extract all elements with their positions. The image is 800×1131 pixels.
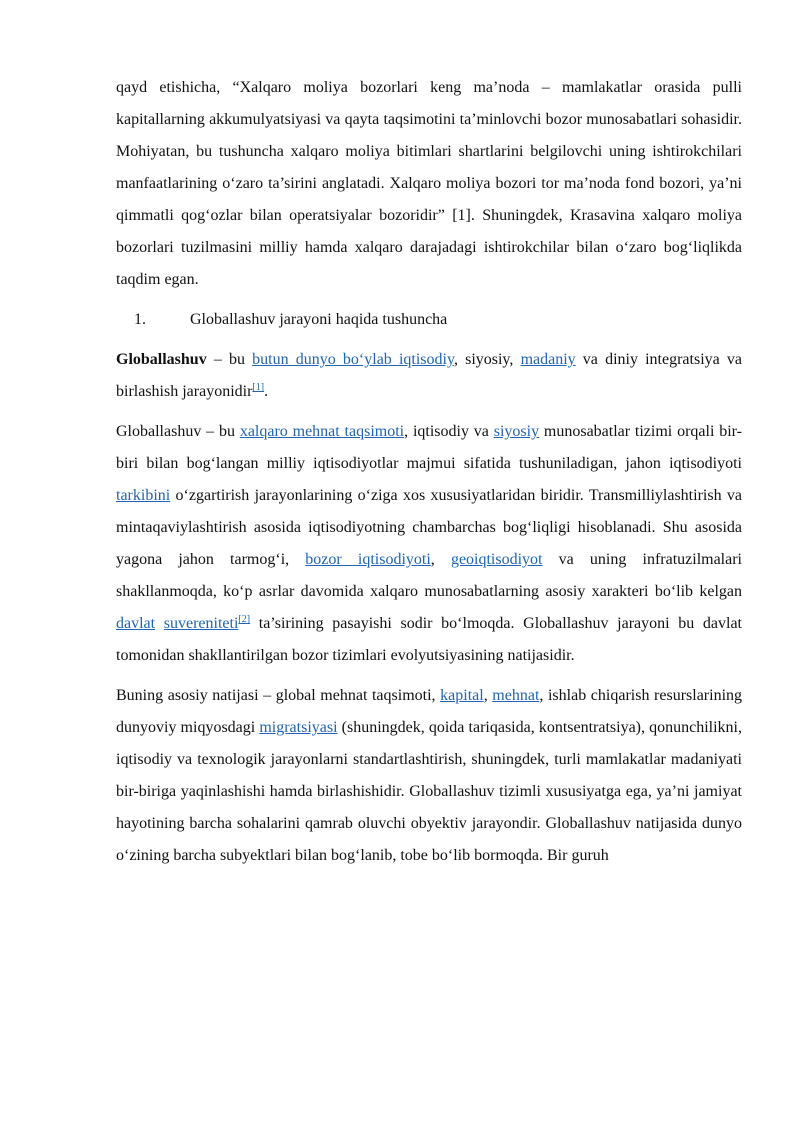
paragraph-natija [116,680,742,872]
text-run: Globallashuv – bu [116,423,240,440]
link-davlat[interactable]: davlat [116,615,156,632]
link-xalqaro-mehnat-taqsimoti[interactable]: xalqaro mehnat taqsimoti [239,423,405,440]
footnote-ref-1[interactable]: [1] [252,382,265,393]
text-run: Buning asosiy natijasi – global mehnat taqsimoti, [116,687,441,704]
paragraph-definition [116,344,742,408]
text-run: va uning infratuzilmalari shakllanmoqda, ko‘p asrlar davomida xalqaro munosabatlarning asosiy xarakteri bo‘lib kelgan [116,551,743,600]
link-kapital[interactable]: kapital [440,687,484,704]
section-title: Globallashuv jarayoni haqida tushuncha [190,311,448,328]
link-butun-dunyo[interactable]: butun dunyo bo‘ylab iqtisodiy [252,351,454,368]
text-run: , ishlab chiqarish resurslarining dunyoviy miqyosdagi [116,687,743,736]
link-bozor-iqtisodiyoti[interactable]: bozor iqtisodiyoti [305,551,431,568]
link-geoiqtisodiyot[interactable]: geoiqtisodiyot [450,551,543,568]
link-madaniy[interactable]: madaniy [520,351,576,368]
document-page [116,72,742,880]
text-run: ta’sirining pasayishi sodir bo‘lmoqda. Globallashuv jarayoni bu davlat tomonidan shakllantirilgan bozor tizimlari evolyutsiyasining natijasidir. [116,615,742,664]
link-siyosiy[interactable]: siyosiy [493,423,540,440]
text-run: munosabatlar tizimi orqali bir-biri bilan bog‘langan milliy iqtisodiyotlar majmui sifatida tushuniladigan, jahon iqtisodiyoti [116,423,743,472]
paragraph-text: qayd etishicha, “Xalqaro moliya bozorlari keng ma’noda – mamlakatlar orasida pulli kapitallarning akkumulyatsiyasi va qayta taqsimotini ta’minlovchi bozor munosabatlari sohasidir. Mohiyatan, bu tushuncha xalqaro moliya bitimlari shartlarini belgilovchi uning ishtirokchilari manfaatlarining o‘zaro ta’sirini anglatadi. Xalqaro moliya bozori tor ma’noda fond bozori, ya’ni qimmatli qog‘ozlar bilan operatsiyalar bozoridir” [1]. Shuningdek, Krasavina xalqaro moliya bozorlari tuzilmasini milliy hamda xalqaro darajadagi ishtirokchilar bilan o‘zaro bog‘liqlikda taqdim egan. [116,79,742,288]
paragraph-intro [116,72,742,296]
text-run: , iqtisodiy va [404,423,494,440]
text-run: – bu [206,351,253,368]
footnote-ref-2[interactable]: [2] [238,614,251,625]
section-heading [116,304,742,336]
text-run: o‘zgartirish jarayonlarining o‘ziga xos xususiyatlaridan biridir. Transmilliylashtirish va mintaqaviylashtirish asosida iqtisodiyotning chambarchas bog‘liqligi hisoblanadi. Shu asosida yagona jahon tarmog‘i, [116,487,742,568]
text-run: (shuningdek, qoida tariqasida, kontsentratsiya), qonunchilikni, iqtisodiy va texnologik jarayonlarni standartlashtirish, shuningdek, turli mamlakatlar madaniyati bir-biriga yaqinlashishi hamda birlashishidir. Globallashuv tizimli xususiyatga ega, ya’ni jamiyat hayotining barcha sohalarini qamrab oluvchi obyektiv jarayondir. Globallashuv natijasida dunyo o‘zining barcha subyektlari bilan bog‘lanib, tobe bo‘lib bormoqda. Bir guruh [116,719,743,864]
text-run: , siyosiy, [453,351,521,368]
section-number: 1. [134,311,146,328]
link-tarkibini[interactable]: tarkibini [116,487,171,504]
link-suvereniteti[interactable]: suvereniteti [163,615,239,632]
text-run: va diniy integratsiya va birlashish jarayonidir [116,351,743,400]
text-run: . [264,383,269,400]
link-mehnat[interactable]: mehnat [492,687,540,704]
paragraph-globallashuv [116,416,742,672]
text-run: , [430,551,451,568]
link-migratsiyasi[interactable]: migratsiyasi [259,719,338,736]
text-run [155,615,164,632]
term-globallashuv: Globallashuv [116,351,207,368]
text-run: , [483,687,493,704]
